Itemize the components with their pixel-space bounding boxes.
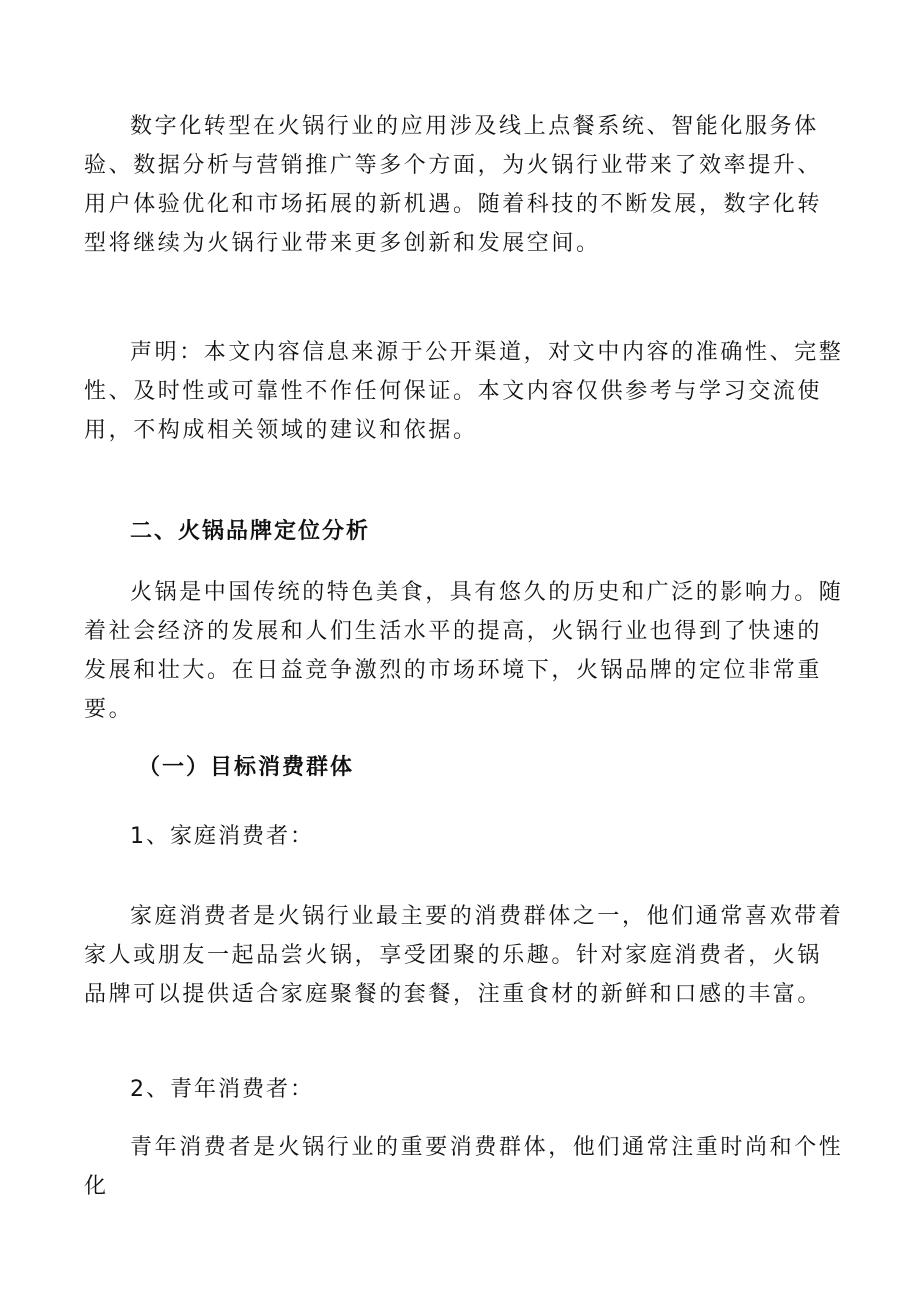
paragraph-family-consumers: 家庭消费者是火锅行业最主要的消费群体之一，他们通常喜欢带着家人或朋友一起品尝火锅，享受团聚的乐趣。针对家庭消费者，火锅品牌可以提供适合家庭聚餐的套餐，注重食材的新鲜和口感的丰富。	[84, 904, 844, 1007]
list-item-youth-consumers: 2、青年消费者：	[130, 1077, 314, 1102]
list-item-family-consumers: 1、家庭消费者：	[130, 824, 314, 849]
subsection-heading: （一）目标消费群体	[138, 755, 355, 780]
paragraph-youth-consumers: 青年消费者是火锅行业的重要消费群体，他们通常注重时尚和个性化	[84, 1135, 844, 1199]
section-heading: 二、火锅品牌定位分析	[130, 519, 371, 544]
paragraph-digital-transformation: 数字化转型在火锅行业的应用涉及线上点餐系统、智能化服务体验、数据分析与营销推广等多个方面，为火锅行业带来了效率提升、用户体验优化和市场拓展的新机遇。随着科技的不断发展，数字化转型将继续为火锅行业带来更多创新和发展空间。	[84, 114, 823, 256]
paragraph-hotpot-intro: 火锅是中国传统的特色美食，具有悠久的历史和广泛的影响力。随着社会经济的发展和人们生活水平的提高，火锅行业也得到了快速的发展和壮大。在日益竞争激烈的市场环境下，火锅品牌的定位非常重要。	[84, 580, 844, 722]
paragraph-disclaimer: 声明：本文内容信息来源于公开渠道，对文中内容的准确性、完整性、及时性或可靠性不作任何保证。本文内容仅供参考与学习交流使用，不构成相关领域的建议和依据。	[84, 340, 844, 443]
